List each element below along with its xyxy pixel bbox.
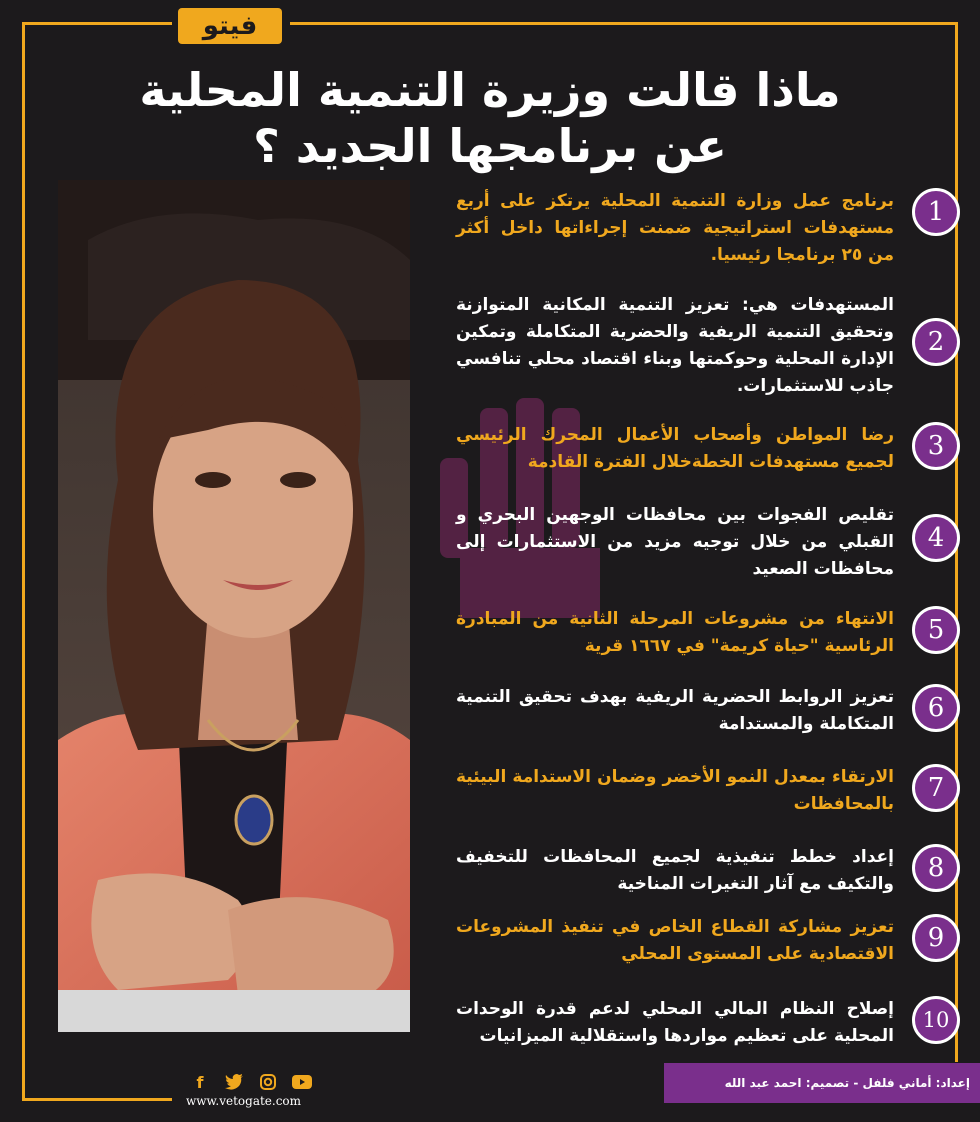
list-item (430, 684, 960, 738)
item-text: الانتهاء من مشروعات المرحلة الثانية من المبادرة الرئاسية "حياة كريمة" في ١٦٦٧ قرية (456, 609, 894, 656)
social-links (190, 1073, 312, 1091)
minister-photo-art (58, 180, 410, 1032)
brand-logo (178, 8, 282, 44)
list-item (430, 914, 960, 968)
item-number: 7 (912, 764, 960, 812)
frame-top-right (290, 22, 958, 25)
item-number: 4 (912, 514, 960, 562)
twitter-icon[interactable] (224, 1073, 244, 1091)
website-link[interactable]: www.vetogate.com (186, 1094, 302, 1108)
item-text: تعزيز الروابط الحضرية الريفية بهدف تحقيق التنمية المتكاملة والمستدامة (456, 687, 894, 734)
brand-logo-text: فيتو (202, 11, 258, 41)
frame-top-left (22, 22, 172, 25)
instagram-icon[interactable] (258, 1073, 278, 1091)
item-number: 9 (912, 914, 960, 962)
item-number: 3 (912, 422, 960, 470)
item-number: 6 (912, 684, 960, 732)
item-text: برنامج عمل وزارة التنمية المحلية يرتكز على أربع مستهدفات استراتيجية ضمنت إجراءاتها داخل أكثر من ٢٥ برنامجا رئيسيا. (456, 191, 894, 265)
credits-bar (664, 1063, 980, 1103)
list-item (430, 764, 960, 818)
item-text: الارتقاء بمعدل النمو الأخضر وضمان الاستدامة البيئية بالمحافظات (456, 767, 894, 814)
list-item (430, 502, 960, 583)
list-item (430, 188, 960, 269)
item-text: إصلاح النظام المالي المحلي لدعم قدرة الوحدات المحلية على تعظيم مواردها واستقلالية الميزانيات (456, 999, 894, 1046)
page-title (120, 62, 860, 174)
item-number: 1 (912, 188, 960, 236)
title-line-1: ماذا قالت وزيرة التنمية المحلية (139, 63, 841, 117)
list-item (430, 996, 960, 1050)
list-item (430, 844, 960, 898)
item-text: رضا المواطن وأصحاب الأعمال المحرك الرئيسي لجميع مستهدفات الخطةخلال الفترة القادمة (456, 425, 894, 472)
youtube-icon[interactable] (292, 1073, 312, 1091)
list-item (430, 292, 960, 400)
minister-photo (58, 180, 410, 1032)
item-number: 10 (912, 996, 960, 1044)
item-number: 5 (912, 606, 960, 654)
list-item (430, 422, 960, 476)
item-text: تقليص الفجوات بين محافظات الوجهين البحري و القبلي من خلال توجيه مزيد من الاستثمارات إلى محافظات الصعيد (456, 505, 894, 579)
item-text: المستهدفات هي: تعزيز التنمية المكانية المتوازنة وتحقيق التنمية الريفية والحضرية المتكاملة وتمكين الإدارة المحلية وحوكمتها وبناء اقتصاد محلي تنافسي جاذب للاستثمارات. (456, 295, 894, 396)
credits-text: إعداد: أماني فلفل - تصميم: احمد عبد الله (724, 1076, 970, 1090)
item-number: 8 (912, 844, 960, 892)
title-line-2: عن برنامجها الجديد ؟ (253, 119, 727, 173)
item-number: 2 (912, 318, 960, 366)
facebook-icon[interactable]: f (196, 1072, 204, 1092)
frame-left (22, 22, 25, 1100)
list-item (430, 606, 960, 660)
item-text: إعداد خطط تنفيذية لجميع المحافظات للتخفيف والتكيف مع آثار التغيرات المناخية (456, 847, 894, 894)
frame-bottom (22, 1098, 172, 1101)
item-text: تعزيز مشاركة القطاع الخاص في تنفيذ المشروعات الاقتصادية على المستوى المحلي (456, 917, 894, 964)
